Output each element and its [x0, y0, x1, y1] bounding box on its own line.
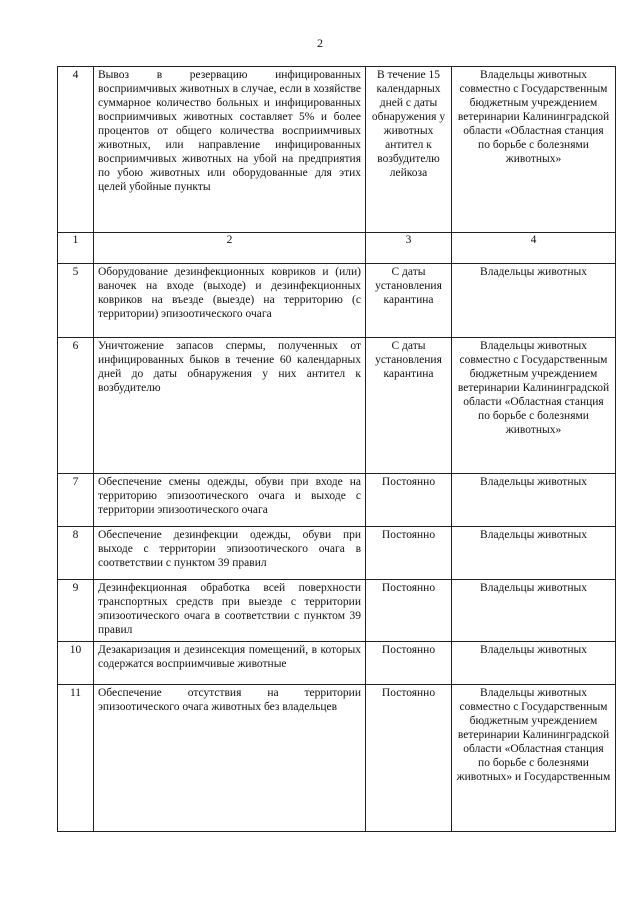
- measure-responsible: Владельцы животных совместно с Государственным бюджетным учреждением ветеринарии Калининградской области «Областная станция по борьбе с болезнями животных»: [452, 338, 616, 474]
- measure-term: Постоянно: [366, 642, 452, 685]
- measure-responsible: Владельцы животных: [452, 264, 616, 338]
- measure-responsible: Владельцы животных: [452, 474, 616, 527]
- measure-description: Дезинфекционная обработка всей поверхности транспортных средств при выезде с территории эпизоотического очага в соответствии с пунктом 39 правил: [94, 580, 366, 642]
- measures-table: [57, 66, 616, 832]
- measure-term: Постоянно: [366, 580, 452, 642]
- measure-term: Постоянно: [366, 685, 452, 832]
- table-row: [58, 580, 616, 642]
- measure-term: Постоянно: [366, 474, 452, 527]
- table-row: [58, 264, 616, 338]
- table-row: [58, 527, 616, 580]
- measure-term: Постоянно: [366, 527, 452, 580]
- measure-term: В течение 15 календарных дней с даты обнаружения у животных антител к возбудителю лейкоза: [366, 67, 452, 233]
- measure-description: Уничтожение запасов спермы, полученных от инфицированных быков в течение 60 календарных дней до даты обнаружения у них антител к возбудителю: [94, 338, 366, 474]
- measure-description: Дезакаризация и дезинсекция помещений, в которых содержатся восприимчивые животные: [94, 642, 366, 685]
- table-row: [58, 642, 616, 685]
- row-number: 6: [58, 338, 94, 474]
- column-number: 4: [452, 233, 616, 264]
- table-row: [58, 474, 616, 527]
- measure-responsible: Владельцы животных совместно с Государственным бюджетным учреждением ветеринарии Калининградской области «Областная станция по борьбе с болезнями животных» и Государственным: [452, 685, 616, 832]
- column-number: 2: [94, 233, 366, 264]
- column-number-row: [58, 233, 616, 264]
- table-row: [58, 67, 616, 233]
- measure-description: Вывоз в резервацию инфицированных восприимчивых животных в случае, если в хозяйстве суммарное количество больных и инфицированных восприимчивых животных составляет 5% и более процентов от общего количества восприимчивых животных, или направление инфицированных восприимчивых животных на убой на предприятия по убою животных или оборудованные для этих целей убойные пункты: [94, 67, 366, 233]
- row-number: 4: [58, 67, 94, 233]
- table-row: [58, 338, 616, 474]
- measure-responsible: Владельцы животных: [452, 527, 616, 580]
- column-number: 3: [366, 233, 452, 264]
- row-number: 8: [58, 527, 94, 580]
- measure-responsible: Владельцы животных: [452, 642, 616, 685]
- measure-description: Оборудование дезинфекционных ковриков и (или) ваночек на входе (выходе) и дезинфекционных ковриков на въезде (выезде) на территорию (с территории) эпизоотического очага: [94, 264, 366, 338]
- measure-term: С даты установления карантина: [366, 338, 452, 474]
- row-number: 9: [58, 580, 94, 642]
- column-number: 1: [58, 233, 94, 264]
- table-row: [58, 685, 616, 832]
- measure-description: Обеспечение отсутствия на территории эпизоотического очага животных без владельцев: [94, 685, 366, 832]
- page-number: 2: [317, 36, 323, 50]
- row-number: 5: [58, 264, 94, 338]
- row-number: 7: [58, 474, 94, 527]
- measure-description: Обеспечение смены одежды, обуви при входе на территорию эпизоотического очага и выходе с территории эпизоотического очага: [94, 474, 366, 527]
- measure-term: С даты установления карантина: [366, 264, 452, 338]
- measure-responsible: Владельцы животных совместно с Государственным бюджетным учреждением ветеринарии Калининградской области «Областная станция по борьбе с болезнями животных»: [452, 67, 616, 233]
- row-number: 11: [58, 685, 94, 832]
- row-number: 10: [58, 642, 94, 685]
- measure-description: Обеспечение дезинфекции одежды, обуви при выходе с территории эпизоотического очага в соответствии с пунктом 39 правил: [94, 527, 366, 580]
- measure-responsible: Владельцы животных: [452, 580, 616, 642]
